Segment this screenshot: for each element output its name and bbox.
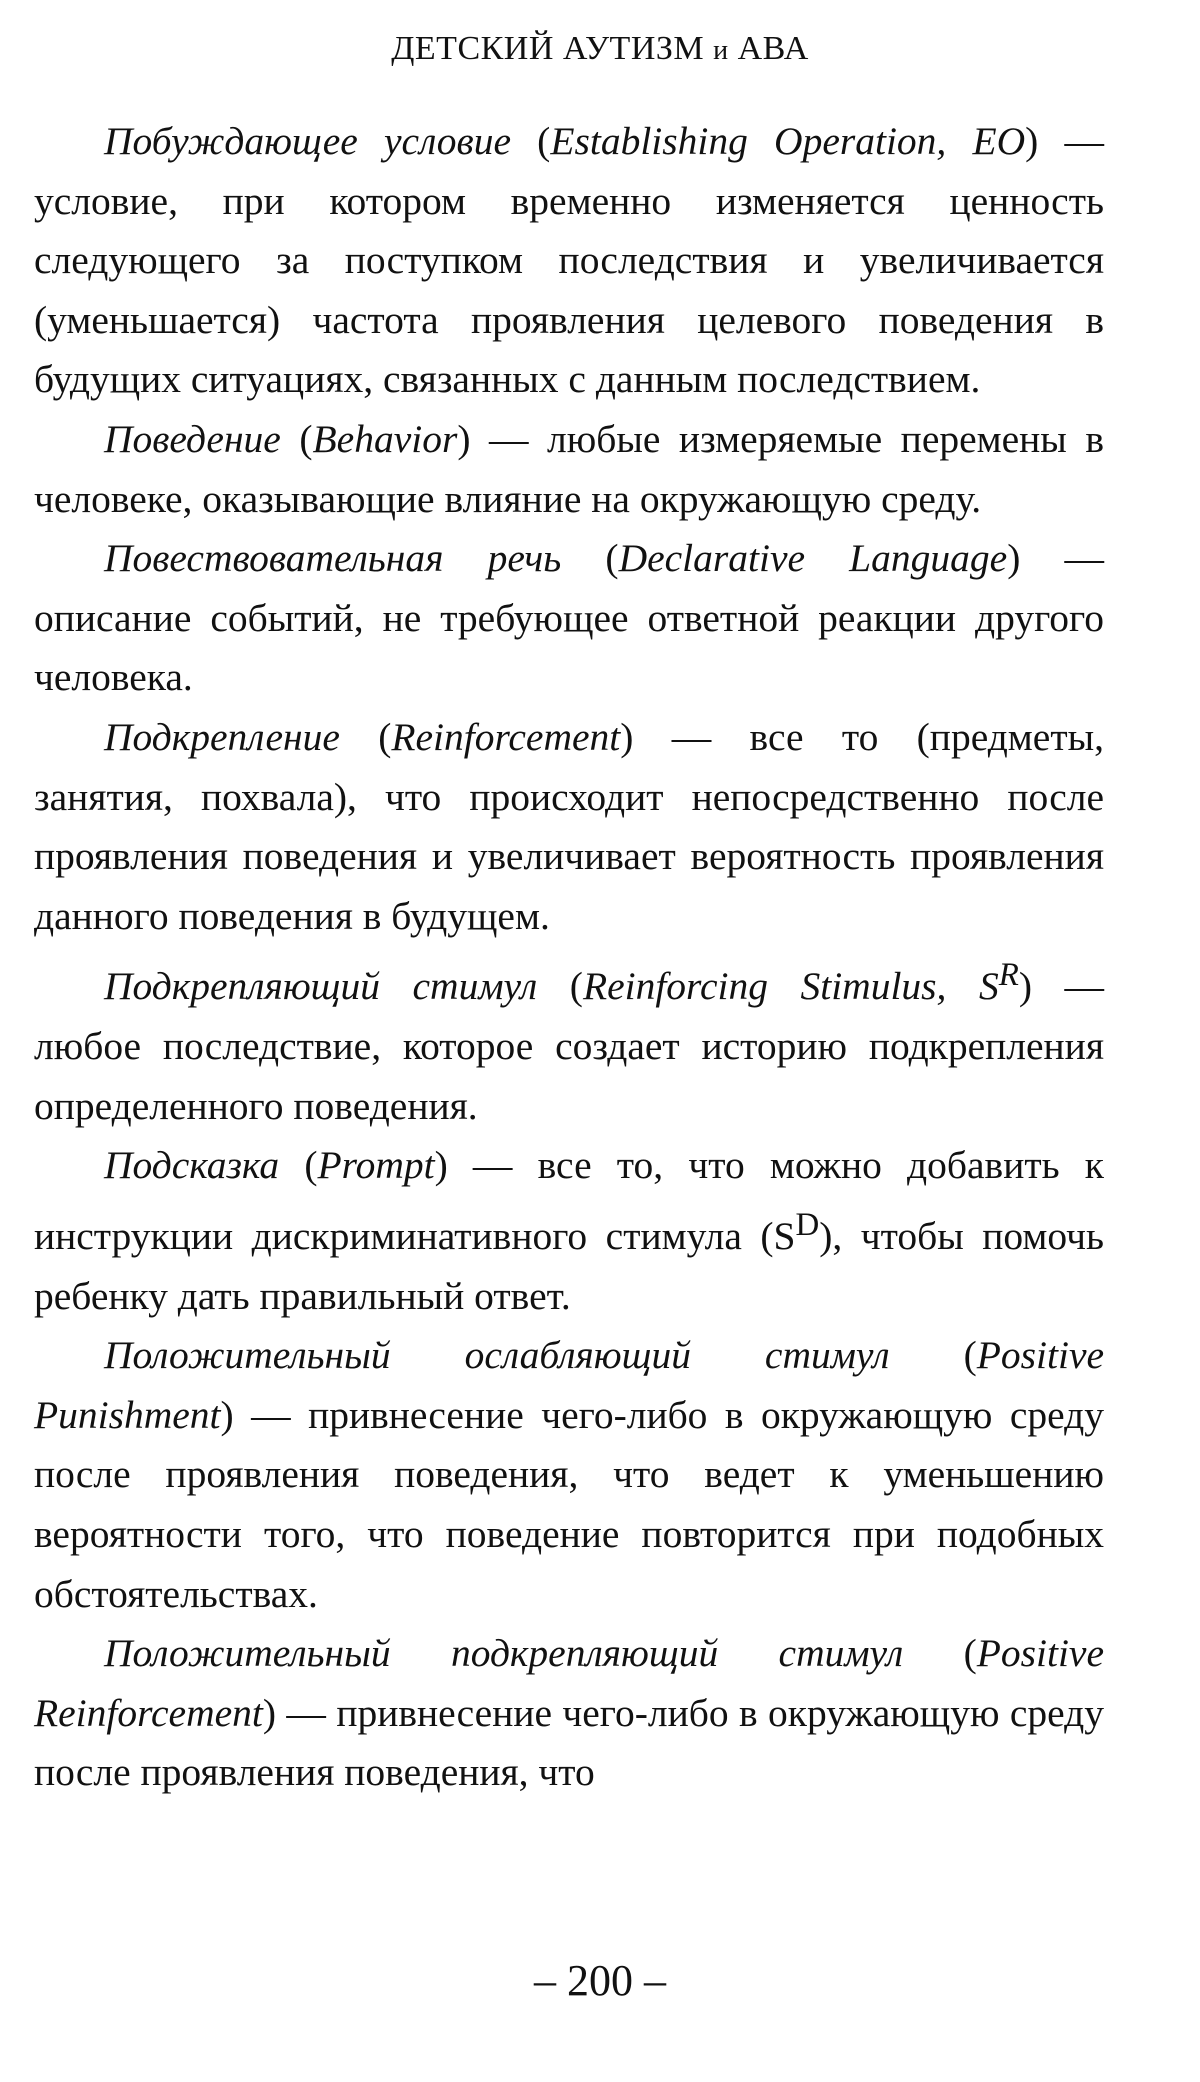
paren-open: ( — [279, 1143, 318, 1188]
paren-close: ) — [1025, 119, 1039, 163]
glossary-entry-reinforcement — [34, 708, 1104, 946]
glossary-entry-positive-reinforcement — [34, 1624, 1104, 1803]
paren-open: ( — [339, 714, 392, 759]
entry-term: Побуждающее условие — [104, 119, 511, 163]
header-conjunction: и — [713, 35, 729, 66]
entry-definition-end: ), чтобы помочь ребенку дать правильный ответ. — [34, 1214, 1104, 1318]
glossary-entry-declarative-language — [34, 529, 1104, 708]
entry-definition: — все то (предметы, занятия, похвала), что происходит непосредственно после проявления поведения и увеличивает вероятность проявления данного поведения в будущем. — [34, 714, 1105, 938]
paren-open: ( — [280, 416, 313, 461]
entry-term-en: Behavior — [312, 416, 458, 461]
glossary-entry-reinforcing-stimulus — [34, 946, 1104, 1136]
paren-close: ) — [1007, 536, 1021, 581]
entry-term-en: Establishing Operation, EO — [550, 119, 1026, 163]
paren-close: ) — [220, 1392, 234, 1437]
entry-term: Поведение — [104, 416, 281, 461]
entry-definition: — условие, при котором временно изменяется ценность следующего за поступком последствия и увеличивается (уменьшается) частота проявления целевого поведения в будущих ситуациях, связанных с данным последствием. — [34, 119, 1105, 402]
entry-definition: — привнесение чего-либо в окружающую среду после проявления поведения, что ведет к уменьшению вероятности того, что поведение повторится при подобных обстоятельствах. — [34, 1392, 1104, 1616]
glossary-entry-prompt — [34, 1136, 1104, 1326]
paren-open: ( — [903, 1631, 977, 1676]
entry-definition: — любые измеряемые перемены в человеке, оказывающие влияние на окружающую среду. — [34, 416, 1105, 521]
page-number: – 200 – — [534, 1956, 666, 2005]
header-title-end: АВА — [737, 30, 809, 67]
header-title: ДЕТСКИЙ АУТИЗМ — [391, 30, 705, 67]
entry-term-en: Reinforcing Stimulus, S — [582, 964, 999, 1009]
glossary-body — [34, 112, 1104, 1803]
entry-term-en: Reinforcement — [391, 714, 621, 759]
paren-open: ( — [537, 964, 583, 1009]
paren-close: ) — [620, 714, 634, 759]
entry-term-en: Declarative Language — [618, 536, 1008, 581]
glossary-entry-positive-punishment — [34, 1326, 1104, 1624]
entry-term: Положительный ослабляющий стимул — [104, 1333, 890, 1378]
entry-term-en: Prompt — [317, 1143, 435, 1188]
entry-term: Подкрепление — [104, 714, 340, 759]
entry-term: Подсказка — [104, 1143, 280, 1188]
paren-open: ( — [889, 1333, 977, 1378]
paren-close: ) — [457, 416, 471, 461]
entry-term: Положительный подкрепляющий стимул — [104, 1631, 904, 1676]
paren-open: ( — [510, 119, 551, 163]
paren-open: ( — [561, 536, 619, 581]
entry-definition: — описание событий, не требующее ответной реакции другого человека. — [34, 536, 1105, 700]
entry-term: Повествовательная речь — [104, 536, 562, 581]
paren-close: ) — [434, 1143, 448, 1188]
entry-term-en: Positive Punishment — [34, 1333, 1105, 1437]
entry-definition: — любое последствие, которое создает историю подкрепления определенного поведения. — [34, 964, 1105, 1128]
definition-superscript: D — [795, 1206, 820, 1243]
entry-term-en: Positive Reinforcement — [34, 1631, 1104, 1735]
glossary-entry-behavior — [34, 410, 1104, 529]
entry-definition: — привнесение чего-либо в окружающую среду после проявления поведения, что — [34, 1690, 1104, 1795]
entry-definition: — все то, что можно добавить к инструкции дискриминативного стимула (S — [34, 1143, 1104, 1258]
running-header — [0, 30, 1200, 68]
paren-close: ) — [262, 1690, 277, 1735]
paren-close: ) — [1018, 964, 1032, 1009]
glossary-entry-establishing-operation — [34, 112, 1104, 410]
entry-term: Подкрепляющий стимул — [104, 964, 538, 1009]
entry-term-en-superscript: R — [998, 957, 1019, 994]
